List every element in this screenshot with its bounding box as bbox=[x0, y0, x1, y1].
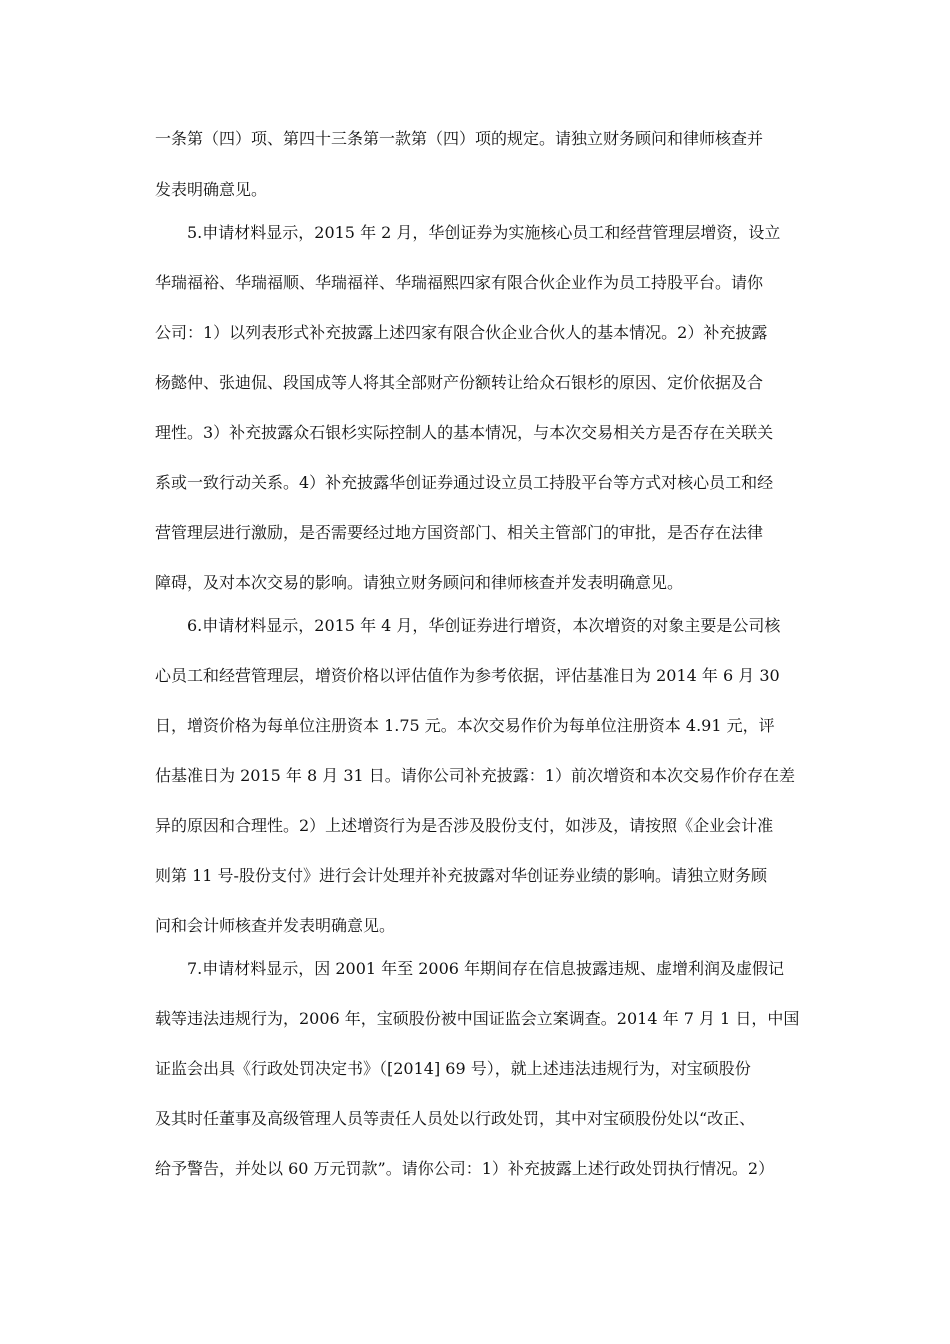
item-5-line-7: 营管理层进行激励，是否需要经过地方国资部门、相关主管部门的审批，是否存在法律 bbox=[155, 523, 764, 542]
item-7-line-2: 载等违法违规行为，2006 年，宝硕股份被中国证监会立案调查。2014 年 7 月 1 日，中国 bbox=[155, 1009, 800, 1028]
item-6-line-6: 则第 11 号-股份支付》进行会计处理并补充披露对华创证券业绩的影响。请独立财务顾 bbox=[155, 866, 767, 885]
item-5-line-4: 杨懿仲、张迪侃、段国成等人将其全部财产份额转让给众石银杉的原因、定价依据及合 bbox=[155, 373, 764, 392]
item-7-line-3: 证监会出具《行政处罚决定书》（[2014] 69 号），就上述违法违规行为，对宝硕股份 bbox=[155, 1059, 751, 1078]
paragraph-4-line-end: 一条第（四）项、第四十三条第一款第（四）项的规定。请独立财务顾问和律师核查并 bbox=[155, 129, 764, 148]
item-5-line-1: 5.申请材料显示，2015 年 2 月，华创证券为实施核心员工和经营管理层增资，设立 bbox=[187, 223, 781, 242]
item-5-line-5: 理性。3）补充披露众石银杉实际控制人的基本情况，与本次交易相关方是否存在关联关 bbox=[155, 423, 774, 442]
item-6-line-1: 6.申请材料显示，2015 年 4 月，华创证券进行增资，本次增资的对象主要是公司核 bbox=[187, 616, 781, 635]
item-6-line-5: 异的原因和合理性。2）上述增资行为是否涉及股份支付，如涉及，请按照《企业会计准 bbox=[155, 816, 774, 835]
item-5-line-6: 系或一致行动关系。4）补充披露华创证券通过设立员工持股平台等方式对核心员工和经 bbox=[155, 473, 774, 492]
item-6-line-7: 问和会计师核查并发表明确意见。 bbox=[155, 916, 396, 935]
item-6-line-4: 估基准日为 2015 年 8 月 31 日。请你公司补充披露：1）前次增资和本次交易作价存在差 bbox=[155, 766, 795, 785]
item-7-line-4: 及其时任董事及高级管理人员等责任人员处以行政处罚，其中对宝硕股份处以“改正、 bbox=[155, 1109, 756, 1128]
item-7-line-1: 7.申请材料显示，因 2001 年至 2006 年期间存在信息披露违规、虚增利润及虚假记 bbox=[187, 959, 785, 978]
item-5-line-3: 公司：1）以列表形式补充披露上述四家有限合伙企业合伙人的基本情况。2）补充披露 bbox=[155, 323, 768, 342]
item-6-line-2: 心员工和经营管理层，增资价格以评估值作为参考依据，评估基准日为 2014 年 6 月 30 bbox=[155, 666, 780, 685]
item-5-line-8: 障碍，及对本次交易的影响。请独立财务顾问和律师核查并发表明确意见。 bbox=[155, 573, 684, 592]
item-7-line-5: 给予警告，并处以 60 万元罚款”。请你公司：1）补充披露上述行政处罚执行情况。2） bbox=[155, 1159, 775, 1178]
item-6-line-3: 日，增资价格为每单位注册资本 1.75 元。本次交易作价为每单位注册资本 4.91 元，评 bbox=[155, 716, 775, 735]
item-5-line-2: 华瑞福裕、华瑞福顺、华瑞福祥、华瑞福熙四家有限合伙企业作为员工持股平台。请你 bbox=[155, 273, 764, 292]
paragraph-4-line-last: 发表明确意见。 bbox=[155, 180, 268, 199]
